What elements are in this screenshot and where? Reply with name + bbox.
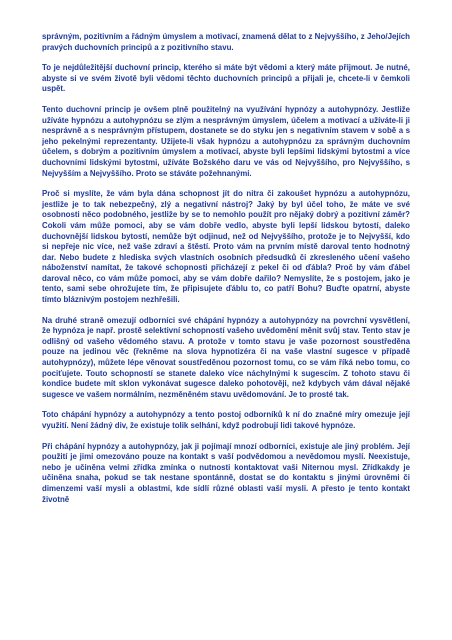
paragraph-6: Toto chápání hypnózy a autohypnózy a tento postoj odborníků k ní do značné míry omezuje její využití. Není žádný div, že existuje tolik selhání, když podrobují lidi takové hypnóze. (42, 410, 410, 430)
paragraph-5: Na druhé straně omezují odborníci své chápání hypnózy a autohypnózy na povrchní vysvětlení, že hypnóza je např. prostě selektivní schopností vašeho uvědomění měnit svůj stav. Tento stav je odlišný od vašeho vědomého stavu. A protože v tomto stavu je vaše pozornost soustředěna pouze na jedinou věc (řekněme na slova hypnotizéra či na vaše vlastní sugesce v případě autohypnózy), můžete lépe věnovat soustředěnou pozornost tomu, co se vám říká nebo tomu, co pociťujete. Touto schopností se stanete daleko více náchylnými k sugescím. Z tohoto stavu či kondice budete mít sklon vykonávat sugesce daleko pohotověji, než kdybych vám dával nějaké sugesce ve vašem normálním, nezměněném stavu uvědomování. Je to prosté tak. (42, 315, 410, 399)
paragraph-2: To je nejdůležitější duchovní princip, kterého si máte být vědomi a který máte přijmout. Je nutné, abyste si ve svém životě byli vědomi těchto duchovních principů a přijali je, chcete-li v čemkoli uspět. (42, 63, 410, 94)
paragraph-7: Při chápání hypnózy a autohypnózy, jak ji pojímají mnozí odborníci, existuje ale jiný problém. Její použití je jimi omezováno pouze na kontakt s vaší podvědomou a nevědomou myslí. Neexistuje, nebo je učiněna velmi zřídka zmínka o nutnosti kontaktovat vaši Niternou mysl. Zřídkakdy je učiněna snaha, pokud se tak nestane spontánně, dostat se do kontaktu s jinými úrovněmi či dimenzemi vaší mysli a oblastmi, kde sídlí různé oblasti vaší mysli. A přesto je tento kontakt životně (42, 441, 410, 504)
paragraph-3: Tento duchovní princip je ovšem plně použitelný na využívání hypnózy a autohypnózy. Jestliže užíváte hypnózu a autohypnózu se zlým a nesprávným úmyslem, účelem a motivací a užíváte-li ji nesprávně a s nesprávným přístupem, dostanete se do styku jen s negativním stavem v sobě a s jeho pekelnými reprezentanty. Užijete-li však hypnózu a autohypnózu za správným duchovním účelem, s dobrým a pozitivním úmyslem a motivací, abyste byli lepšími lidskými bytostmi a více duchovními lidskými bytostmi, užíváte Božského daru ve vás od Nejvyššího, pro Nejvyššího, s Nejvyšším a Nejvyššího. Proto se stáváte požehnanými. (42, 104, 410, 178)
paragraph-4: Proč si myslíte, že vám byla dána schopnost jít do nitra či zakoušet hypnózu a autohypnózu, jestliže je to tak nebezpečný, zlý a negativní nástroj? Jaký by byl účel toho, že máte ve své osobnosti něco podobného, jestliže by se to nemohlo použít pro nějaký dobrý a pozitivní záměr? Cokoli vám může pomoci, aby se vám dobře vedlo, abyste byli lepší lidskou bytostí, daleko duchovnější lidskou bytostí, nemůže být odjinud, než od Nejvyššího, protože je to Nejvyšší, kdo si nepřeje nic více, než vaše zdraví a štěstí. Proto vám na prvním místě daroval tento hodnotný dar. Nebo budete z hlediska svých vlastních osobních předsudků či zkresleného učení vašeho náboženství namítat, že takové schopnosti přicházejí z pekel či od ďábla? Proč by vám ďábel daroval něco, co vám může pomoci, aby se vám dobře dařilo? Nemyslíte, že s postojem, jako je tento, sami sebe ohrožujete tím, že připisujete ďáblu to, co patří Bohu? Buďte opatrní, abyste tímto bláznivým postojem nezhřešili. (42, 189, 410, 305)
paragraph-1: správným, pozitivním a řádným úmyslem a motivací, znamená dělat to z Nejvyššího, z Jeho/Jejích pravých duchovních principů a z pozitivního stavu. (42, 32, 410, 52)
